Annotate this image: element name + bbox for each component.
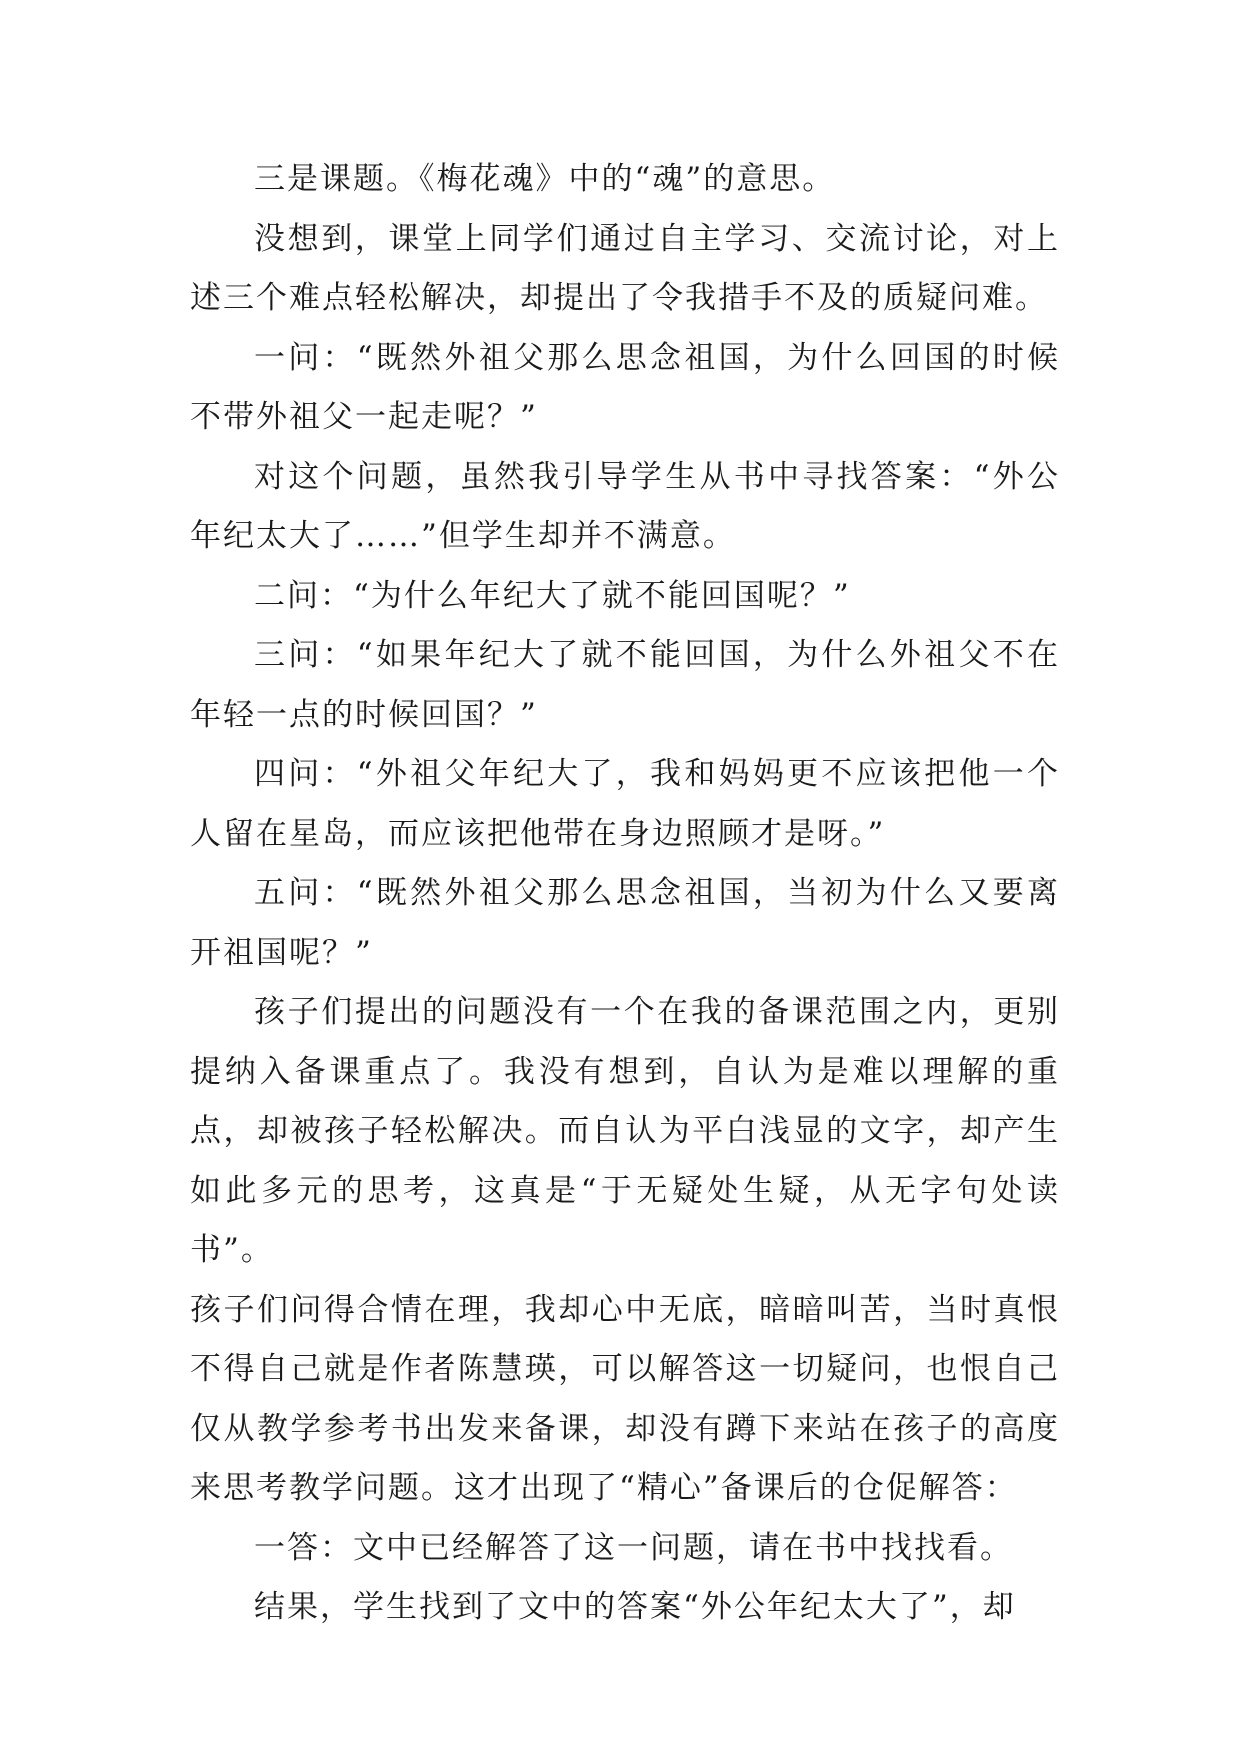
paragraph-11: 一答：文中已经解答了这一问题，请在书中找找看。 — [254, 1529, 1013, 1566]
paragraph-12: 结果，学生找到了文中的答案“外公年纪太大了”，却 — [254, 1589, 1016, 1625]
document-body — [190, 150, 1060, 1638]
paragraph-7: 四问：“外祖父年纪大了，我和妈妈更不应该把他一个人留在星岛，而应该把他带在身边照顾才是呀。” — [190, 756, 1060, 852]
paragraph-3: 一问：“既然外祖父那么思念祖国，为什么回国的时候不带外祖父一起走呢？” — [190, 339, 1060, 435]
paragraph-4: 对这个问题，虽然我引导学生从书中寻找答案：“外公年纪太大了……”但学生却并不满意。 — [190, 458, 1060, 554]
paragraph-9: 孩子们提出的问题没有一个在我的备课范围之内，更别提纳入备课重点了。我没有想到，自认为是难以理解的重点，却被孩子轻松解决。而自认为平白浅显的文字，却产生如此多元的思考，这真是“于无疑处生疑，从无字句处读书”。 — [190, 994, 1060, 1268]
paragraph-6: 三问：“如果年纪大了就不能回国，为什么外祖父不在年轻一点的时候回国？” — [190, 637, 1060, 733]
paragraph-2: 没想到，课堂上同学们通过自主学习、交流讨论，对上述三个难点轻松解决，却提出了令我措手不及的质疑问难。 — [190, 220, 1060, 316]
paragraph-5: 二问：“为什么年纪大了就不能回国呢？” — [254, 577, 851, 614]
paragraph-8: 五问：“既然外祖父那么思念祖国，当初为什么又要离开祖国呢？” — [190, 875, 1060, 971]
paragraph-1: 三是课题。《梅花魂》中的“魂”的意思。 — [254, 161, 836, 197]
paragraph-10: 孩子们问得合情在理，我却心中无底，暗暗叫苦，当时真恨不得自己就是作者陈慧瑛，可以解答这一切疑问，也恨自己仅从教学参考书出发来备课，却没有蹲下来站在孩子的高度来思考教学问题。这才出现了“精心”备课后的仓促解答： — [190, 1291, 1060, 1506]
